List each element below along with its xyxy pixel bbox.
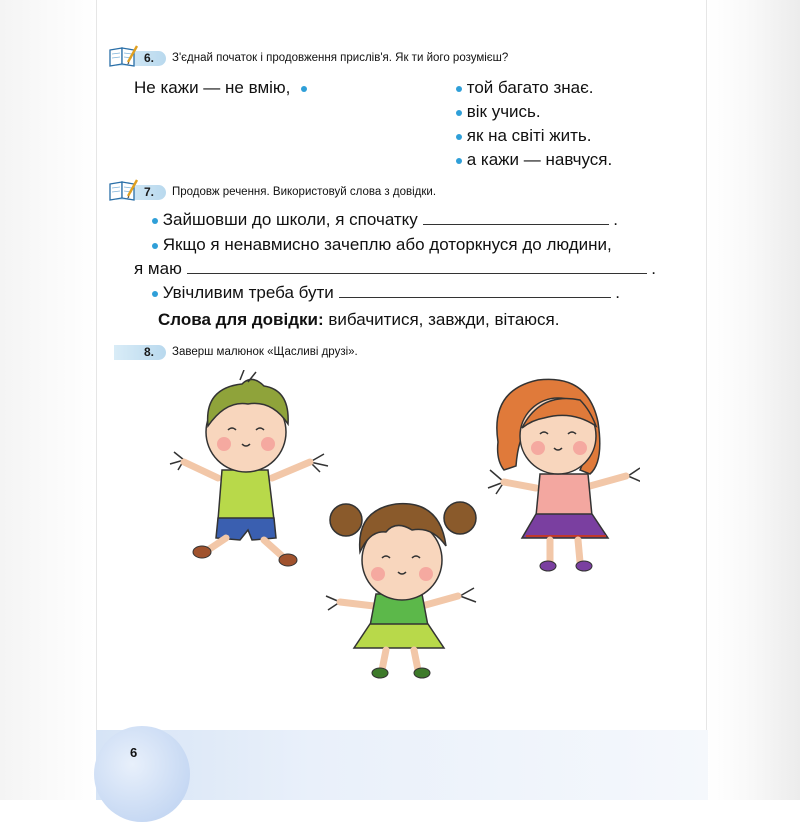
- bullet-icon: [456, 158, 462, 164]
- book-pencil-icon: [108, 178, 140, 202]
- task-6-header: [108, 48, 508, 68]
- page-number: 6: [130, 745, 138, 760]
- bullet-icon: [152, 243, 158, 249]
- bullet-icon: [152, 291, 158, 297]
- page-edge-left: [96, 0, 97, 800]
- proverb-beginning: [134, 78, 307, 98]
- proverb-ending-4[interactable]: [456, 150, 612, 170]
- page-right-margin: [706, 0, 800, 800]
- hint-words-list: вибачитися, завжди, вітаюся.: [328, 310, 560, 329]
- sentence-2-line-2: [134, 259, 656, 279]
- hint-words: [158, 310, 559, 330]
- girl-right-figure: [488, 379, 640, 571]
- sentence-2-blank[interactable]: [187, 259, 647, 274]
- proverb-ending-1[interactable]: [456, 78, 594, 98]
- bullet-icon: [456, 86, 462, 92]
- sentence-2-continuation: я маю: [134, 259, 182, 278]
- boy-figure: [170, 370, 328, 566]
- task-7-instruction: Продовж речення. Використовуй слова з довідки.: [172, 186, 437, 198]
- task-8-instruction: Заверш малюнок «Щасливі друзі».: [172, 346, 358, 358]
- sentence-3: [152, 283, 620, 303]
- book-pencil-icon: [108, 44, 140, 68]
- task-7-badge: [108, 182, 166, 202]
- proverb-ending-2[interactable]: [456, 102, 541, 122]
- sentence-2-text: Якщо я ненавмисно зачеплю або доторкнуся до людини,: [162, 235, 612, 254]
- task-8-badge: [108, 342, 166, 362]
- task-7-number: 7.: [144, 185, 155, 199]
- sentence-3-text: Увічливим треба бути: [162, 283, 334, 302]
- task-8-number: 8.: [144, 345, 155, 359]
- sentence-1: [152, 210, 618, 230]
- task-8-header: [108, 342, 358, 362]
- proverb-ending-3[interactable]: [456, 126, 592, 146]
- happy-friends-drawing[interactable]: [160, 370, 640, 690]
- page-left-margin: [0, 0, 96, 800]
- task-6-number: 6.: [144, 51, 155, 65]
- hint-label: Слова для довідки:: [158, 310, 324, 329]
- proverb-beginning-text: Не кажи — не вмію,: [134, 78, 291, 97]
- page-edge-right: [706, 0, 707, 800]
- sentence-1-period: .: [613, 210, 619, 229]
- proverb-ending-text: а кажи — навчуся.: [466, 150, 613, 169]
- task-7-header: [108, 182, 436, 202]
- bullet-icon: [456, 134, 462, 140]
- sentence-1-text: Зайшовши до школи, я спочатку: [162, 210, 418, 229]
- bullet-icon: [152, 218, 158, 224]
- bullet-icon: [456, 110, 462, 116]
- sentence-2-line-1: [152, 235, 612, 255]
- page-number-circle: [94, 726, 190, 822]
- sentence-1-blank[interactable]: [423, 210, 609, 225]
- sentence-3-period: .: [615, 283, 620, 302]
- proverb-beginning-dot[interactable]: [301, 86, 307, 92]
- proverb-ending-text: як на світі жить.: [466, 126, 592, 145]
- sentence-3-blank[interactable]: [339, 283, 611, 298]
- sentence-2-period: .: [651, 259, 657, 278]
- task-6-badge: [108, 48, 166, 68]
- task-6-instruction: З'єднай початок і продовження прислів'я. Як ти його розумієш?: [172, 52, 509, 64]
- girl-middle-figure: [326, 502, 476, 678]
- proverb-ending-text: той багато знає.: [466, 78, 594, 97]
- proverb-ending-text: вік учись.: [466, 102, 541, 121]
